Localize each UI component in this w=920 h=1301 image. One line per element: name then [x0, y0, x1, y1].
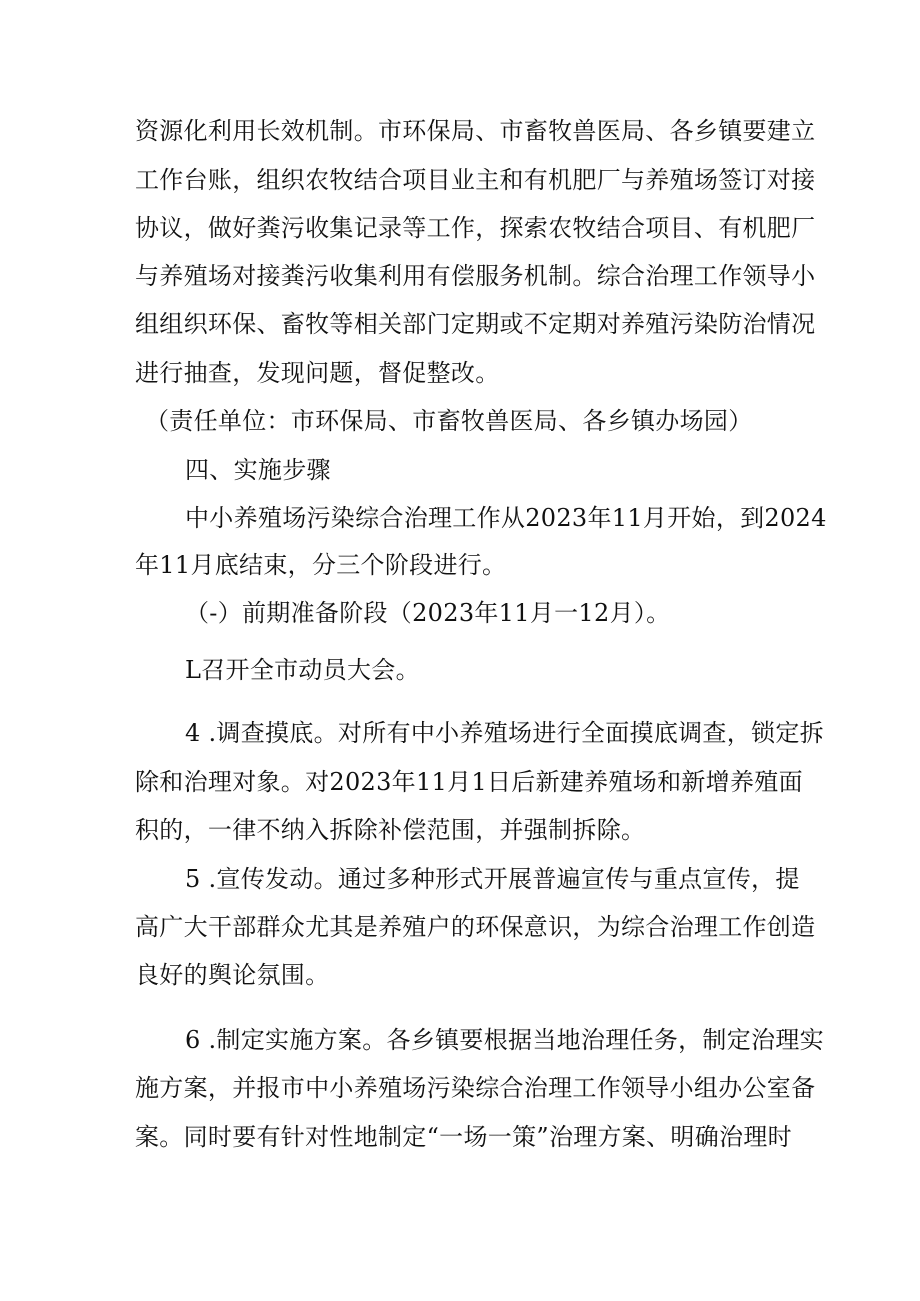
section-heading: 四、实施步骤 — [185, 456, 331, 484]
paragraph-line: 进行抽查，发现问题，督促整改。 — [135, 359, 500, 387]
list-item: L召开全市动员大会。 — [185, 656, 420, 684]
paragraph-line: 案。同时要有针对性地制定“一场一策”治理方案、明确治理时 — [135, 1123, 792, 1151]
stage-heading: （-）前期准备阶段（2023年11月一12月）。 — [185, 599, 671, 627]
list-item: 5 .宣传发动。通过多种形式开展普遍宣传与重点宣传，提 — [185, 865, 800, 893]
paragraph-line: 积的，一律不纳入拆除补偿范围，并强制拆除。 — [135, 816, 646, 844]
paragraph-line: 良好的舆论氛围。 — [135, 961, 330, 989]
paragraph-line: 与养殖场对接粪污收集利用有偿服务机制。综合治理工作领导小 — [135, 262, 816, 290]
paragraph-line: 中小养殖场污染综合治理工作从2023年11月开始，到2024 — [185, 504, 827, 532]
paragraph-line: 年11月底结束，分三个阶段进行。 — [135, 551, 507, 579]
list-item: 4 .调查摸底。对所有中小养殖场进行全面摸底调查，锁定拆 — [185, 719, 824, 747]
paragraph-line: 除和治理对象。对2023年11月1日后新建养殖场和新增养殖面 — [135, 768, 803, 796]
paragraph-line: 高广大干部群众尤其是养殖户的环保意识，为综合治理工作创造 — [135, 913, 816, 941]
paragraph-line: 资源化利用长效机制。市环保局、市畜牧兽医局、各乡镇要建立 — [135, 117, 816, 145]
list-item: 6 .制定实施方案。各乡镇要根据当地治理任务，制定治理实 — [185, 1026, 824, 1054]
paragraph-line: 工作台账，组织农牧结合项目业主和有机肥厂与养殖场签订对接 — [135, 166, 816, 194]
paragraph-line: 协议，做好粪污收集记录等工作，探索农牧结合项目、有机肥厂 — [135, 214, 816, 242]
paragraph-line: 施方案，并报市中小养殖场污染综合治理工作领导小组办公室备 — [135, 1074, 816, 1102]
responsibility-note: （责任单位：市环保局、市畜牧兽医局、各乡镇办场园） — [145, 407, 753, 435]
paragraph-line: 组组织环保、畜牧等相关部门定期或不定期对养殖污染防治情况 — [135, 310, 816, 338]
